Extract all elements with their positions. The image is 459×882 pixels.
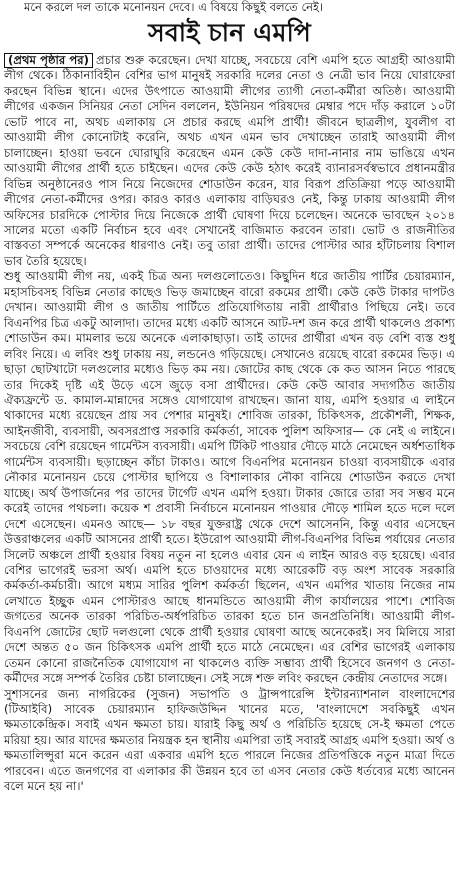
article-body [4, 53, 455, 795]
lead-text: প্রচার শুরু করেছেন। দেখা যাচ্ছে, সবচেয়ে বেশি এমপি হতে আগ্রহী আওয়ামী লীগ থেকে। ঠিকানাবিহীন বেশির ভাগ মানুষই সরকারি দলের নেতা ও নেত্রী ভাব নিয়ে ঘোরাফেরা করছেন বিভিন্ন স্থানে। এদের উৎপাতে আওয়ামী লীগের ত্যাগী নেতা-কর্মীরা অতিষ্ঠ। আওয়ামী লীগের একজন সিনিয়র নেতা সেদিন বললেন, ইউনিয়ন পরিষদের মেম্বার পদে দাঁড় করালে ১০টা ভোট পাবে না, অথচ এলাকায় সে প্রচার করছে এমপি প্রার্থী! জীবনে ছাত্রলীগ, যুবলীগ বা আওয়ামী লীগ কোনোটাই করেনি, অথচ এখন এমন ভাব দেখাচ্ছেন তারাই আওয়ামী লীগ চালাচ্ছেন। হাওয়া ভবনে ঘোরাঘুরি করেছেন এমন কেউ কেউ দাদা-নানার নাম ভাঙিয়ে এখন আওয়ামী লীগের প্রার্থী হতে চাইছেন। এদের কেউ কেউ হঠাৎ করেই ব্যানারসর্বস্বভাবে প্রধানমন্ত্রীর বিভিন্ন অনুষ্ঠানেরও পাস নিয়ে নিজেদের শোডাউন করেন, যার বিরূপ প্রতিক্রিয়া পড়ে আওয়ামী লীগের নেতা-কর্মীদের ওপর। কারও কারও এলাকায় বাড়িঘরও নেই, কিন্তু ঢাকায় আওয়ামী লীগ অফিসের চারদিকে পোস্টার দিয়ে নিজেকে প্রার্থী ঘোষণা দিয়ে চলেছেন। অনেকে ভাবছেন ২০১৪ সালের মতো একটি নির্বাচন হবে এবং সেখানেই বাজিমাত করবেন তারা। ভোট ও রাজনীতির বাস্তবতা সম্পর্কে অনেকের ধারণাও নেই। তবু তারা প্রার্থী। তাদের পোস্টার আর হাঁটাচলায় বিশাল ভাব তৈরি হয়েছে। [4, 53, 455, 268]
paragraph-2: শুধু আওয়ামী লীগ নয়, একই চিত্র অন্য দলগুলোতেও। কিছুদিন ধরে জাতীয় পার্টির চেয়ারম্যান, মহাসচিবসহ বিভিন্ন নেতার কাছেও ভিড় জমাচ্ছেন বারো রকমের প্রার্থী। কেউ কেউ টাকার দাপটও দেখান। আওয়ামী লীগ ও জাতীয় পার্টিতে প্রতিযোগিতায় নারী প্রার্থীরাও পিছিয়ে নেই। তবে বিএনপির চিত্র একটু আলাদা। তাদের মধ্যে একটি আসনে আট-দশ জন করে প্রার্থী থাকলেও প্রকাশ্য শোডাউন কম। মামলার ভয়ে অনেকে এলাকাছাড়া। তাই তাদের প্রার্থীরা এখন বড় বেশি ব্যস্ত শুধু লবিং নিয়ে। এ লবিং শুধু ঢাকায় নয়, লন্ডনেও গড়িয়েছে। সেখানেও রয়েছে বারো রকমের ভিড়। এ ছাড়া ছোটখাটো দলগুলোর মধ্যেও ভিড় কম নয়। জোটের কাছ থেকে কে কত আসন নিতে পারছে তার দিকেই দৃষ্টি এই উড়ে এসে জুড়ে বসা প্রার্থীদের। কেউ কেউ আবার সদ্যগঠিত জাতীয় ঐক্যফ্রন্টে ড. কামাল-মান্নাদের সঙ্গেও যোগাযোগ রাখছেন। জানা যায়, এমপি হওয়ার এ লাইনে থাকাদের মধ্যে রয়েছেন প্রায় সব পেশার মানুষই। শোবিজ তারকা, চিকিৎসক, প্রকৌশলী, শিক্ষক, আইনজীবী, ব্যবসায়ী, অবসরপ্রাপ্ত সরকারি কর্মকর্তা, সাবেক পুলিশ অফিসার— কে নেই এ লাইনে। সবচেয়ে বেশি রয়েছেন গার্মেন্টস ব্যবসায়ী। এমপি টিকিট পাওয়ার দৌড়ে মাঠে নেমেছেন অর্ধশতাধিক গার্মেন্টস ব্যবসায়ী। ছড়াচ্ছেন কাঁচা টাকাও। আগে বিএনপির মনোনয়ন চাওয়া ব্যবসায়ীকে এবার নৌকার মনোনয়ন চেয়ে পোস্টার ছাপিয়ে ও বিশালাকার নৌকা বানিয়ে শোডাউন করতে দেখা যাচ্ছে। অর্থ উপার্জনের পর তাদের টার্গেট এখন এমপি হওয়া। টাকার জোরে তারা সব সম্ভব মনে করেই তাদের পথচলা। কয়েক শ প্রবাসী নির্বাচনে মনোনয়ন পাওয়ার দৌড়ে শামিল হতে দলে দলে দেশে এসেছেন। এমনও আছে— ১৮ বছর যুক্তরাষ্ট্র থেকে দেশে আসেননি, কিন্তু এবার এসেছেন উত্তরাঞ্চলের একটি আসনের প্রার্থী হতে। ইউরোপ আওয়ামী লীগ-বিএনপির বিভিন্ন পর্যায়ের নেতার সিলেট অঞ্চলে প্রার্থী হওয়ার বিষয় নতুন না হলেও এবার যেন এ লাইন আরও বড় হয়েছে। এবার বেশির ভাগেরই ভরসা অর্থ। এমপি হতে চাওয়াদের মধ্যে আরেকটি বড় অংশ সাবেক সরকারি কর্মকর্তা-কর্মচারী। আগে মধ্যম সারির পুলিশ কর্মকর্তা ছিলেন, এখন এমপির খাতায় নিজের নাম লেখাতে ইচ্ছুক এমন পোস্টারও আছে ধানমন্ডিতে আওয়ামী লীগ কার্যালয়ের পাশে। শোবিজ জগতের অনেক তারকা পরিচিত-অর্ধপরিচিত তারকা হতে চান জনপ্রতিনিধি। আওয়ামী লীগ-বিএনপি জোটের ছোট দলগুলো থেকে প্রার্থী হওয়ার ঘোষণা আছে অনেকেরই। সব মিলিয়ে সারা দেশে অন্তত ৫০ জন চিকিৎসক এমপি প্রার্থী হতে মাঠে নেমেছেন। এর বেশির ভাগেরই এলাকায় তেমন কোনো রাজনৈতিক যোগাযোগ না থাকলেও ব্যক্তি সম্ভাব্য প্রার্থী হিসেবে জনগণ ও নেতা-কর্মীদের সঙ্গে সম্পর্ক তৈরির চেষ্টা চালাচ্ছেন। সেই সঙ্গে শক্ত লবিং করছেন কেন্দ্রীয় নেতাদের সঙ্গে। [4, 269, 455, 686]
lead-paragraph [4, 53, 455, 269]
previous-column-tail: মনে করলে দল তাকে মনোনয়ন দেবে। এ বিষয়ে কিছুই বলতে নেই। [24, 0, 324, 14]
headline: সবাই চান এমপি [148, 18, 311, 47]
paragraph-3: সুশাসনের জন্য নাগরিকের (সুজন) সভাপতি ও ট্রান্সপারেন্সি ইন্টারন্যাশনাল বাংলাদেশের (টিআইবি) সাবেক চেয়ারম্যান হাফিজউদ্দিন খানের মতে, 'বাংলাদেশে সবকিছুই এখন ক্ষমতাকেন্দ্রিক। সবাই এখন ক্ষমতা চায়। যারাই কিছু অর্থ ও পরিচিতি হয়েছে সে-ই ক্ষমতা পেতে মরিয়া হয়। আর যাদের ক্ষমতার নিয়ন্ত্রক হন স্থানীয় এমপিরা তাই সবারই আগ্রহ এমপি হওয়া। অর্থ ও ক্ষমতালিপ্সুরা মনে করেন এরা একবার এমপি হতে পারলে নিজের প্রতিপত্তিকে নতুন মাত্রা দিতে পারবেন। এতে জনগণের বা এলাকার কী উন্নয়ন হবে তা এসব নেতার কেউ ধর্তব্যের মধ্যে আনেন বলে মনে হয় না।' [4, 686, 455, 794]
jump-label: (প্রথম পৃষ্ঠার পর) [4, 53, 93, 68]
